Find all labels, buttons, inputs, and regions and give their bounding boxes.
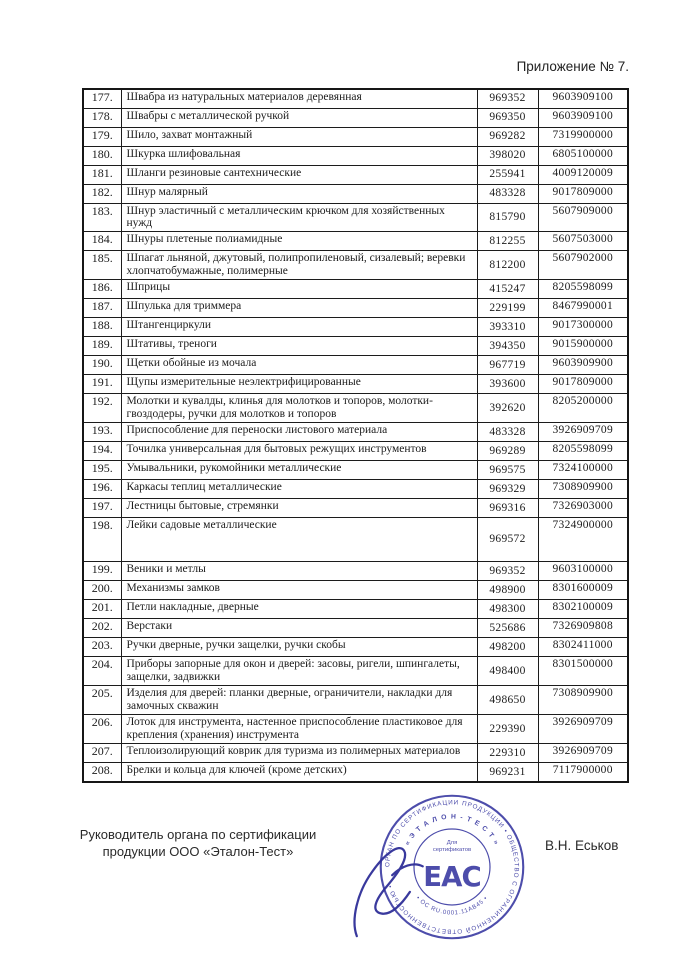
table-row	[83, 562, 628, 581]
table-row	[83, 184, 628, 203]
table-row	[83, 518, 628, 562]
row-number: 194.	[83, 442, 121, 461]
item-code-2: 3926909709	[538, 423, 628, 442]
item-code-1: 969329	[477, 480, 538, 499]
row-number: 208.	[83, 763, 121, 782]
item-code-2: 9603100000	[538, 562, 628, 581]
item-code-2: 8205200000	[538, 394, 628, 423]
row-number: 183.	[83, 203, 121, 232]
table-row	[83, 337, 628, 356]
item-code-2: 9017300000	[538, 318, 628, 337]
row-number: 198.	[83, 518, 121, 562]
item-description: Молотки и кувалды, клинья для молотков и топоров, молотки-гвоздодеры, ручки для молотков и топоров	[121, 394, 477, 423]
row-number: 190.	[83, 356, 121, 375]
table-row	[83, 763, 628, 782]
item-code-2: 5607503000	[538, 232, 628, 251]
row-number: 177.	[83, 89, 121, 108]
item-code-2: 5607909000	[538, 203, 628, 232]
item-code-2: 4009120009	[538, 165, 628, 184]
item-code-1: 498900	[477, 581, 538, 600]
table-row	[83, 165, 628, 184]
signature-stroke	[355, 848, 423, 936]
item-code-1: 969316	[477, 499, 538, 518]
items-table	[82, 88, 629, 783]
item-description: Шило, захват монтажный	[121, 127, 477, 146]
item-code-1: 498200	[477, 638, 538, 657]
item-code-1: 812200	[477, 251, 538, 280]
item-code-2: 8467990001	[538, 299, 628, 318]
row-number: 182.	[83, 184, 121, 203]
item-code-1: 229199	[477, 299, 538, 318]
row-number: 206.	[83, 715, 121, 744]
signatory-role-line2: продукции ООО «Эталон-Тест»	[102, 844, 294, 860]
row-number: 189.	[83, 337, 121, 356]
signature-mark	[345, 826, 463, 944]
item-description: Умывальники, рукомойники металлические	[121, 461, 477, 480]
table-row	[83, 480, 628, 499]
row-number: 181.	[83, 165, 121, 184]
row-number: 195.	[83, 461, 121, 480]
item-code-1: 394350	[477, 337, 538, 356]
item-description: Петли накладные, дверные	[121, 600, 477, 619]
item-code-2: 7308909900	[538, 686, 628, 715]
item-code-2: 8302411000	[538, 638, 628, 657]
item-code-1: 415247	[477, 280, 538, 299]
item-description: Верстаки	[121, 619, 477, 638]
row-number: 201.	[83, 600, 121, 619]
item-code-1: 255941	[477, 165, 538, 184]
row-number: 193.	[83, 423, 121, 442]
row-number: 178.	[83, 108, 121, 127]
signatory-role-line1: Руководитель органа по сертификации	[79, 827, 317, 842]
signer-name: В.Н. Еськов	[545, 838, 619, 853]
item-code-2: 6805100000	[538, 146, 628, 165]
item-code-2: 3926909709	[538, 715, 628, 744]
item-code-1: 969350	[477, 108, 538, 127]
row-number: 197.	[83, 499, 121, 518]
row-number: 205.	[83, 686, 121, 715]
row-number: 188.	[83, 318, 121, 337]
table-row	[83, 657, 628, 686]
table-row	[83, 127, 628, 146]
item-code-1: 392620	[477, 394, 538, 423]
item-description: Шкурка шлифовальная	[121, 146, 477, 165]
stamp-center-line2: сертификатов	[432, 846, 472, 853]
item-code-1: 969231	[477, 763, 538, 782]
stamp-outer-ring-text: ОРГАН ПО СЕРТИФИКАЦИИ ПРОДУКЦИИ • ОБЩЕСТВО С ОГРАНИЧЕННОЙ ОТВЕТСТВЕННОСТЬЮ •	[384, 799, 520, 935]
item-code-1: 969572	[477, 518, 538, 562]
row-number: 187.	[83, 299, 121, 318]
item-description: Приборы запорные для окон и дверей: засовы, ригели, шпингалеты, защелки, задвижки	[121, 657, 477, 686]
item-code-1: 483328	[477, 184, 538, 203]
items-table-body	[83, 89, 628, 782]
item-code-2: 7117900000	[538, 763, 628, 782]
table-row	[83, 442, 628, 461]
table-row	[83, 600, 628, 619]
item-code-1: 969282	[477, 127, 538, 146]
item-code-2: 9603909100	[538, 89, 628, 108]
item-description: Лоток для инструмента, настенное приспособление пластиковое для крепления (хранения) инструмента	[121, 715, 477, 744]
row-number: 199.	[83, 562, 121, 581]
item-description: Лестницы бытовые, стремянки	[121, 499, 477, 518]
row-number: 192.	[83, 394, 121, 423]
item-code-1: 498650	[477, 686, 538, 715]
row-number: 207.	[83, 744, 121, 763]
table-row	[83, 108, 628, 127]
item-description: Шланги резиновые сантехнические	[121, 165, 477, 184]
item-code-1: 812255	[477, 232, 538, 251]
item-code-2: 9017809000	[538, 184, 628, 203]
item-code-1: 525686	[477, 619, 538, 638]
item-description: Щетки обойные из мочала	[121, 356, 477, 375]
table-row	[83, 251, 628, 280]
item-description: Точилка универсальная для бытовых режущих инструментов	[121, 442, 477, 461]
item-code-1: 969352	[477, 562, 538, 581]
item-code-2: 9017809000	[538, 375, 628, 394]
item-description: Шнур малярный	[121, 184, 477, 203]
item-description: Швабры с металлической ручкой	[121, 108, 477, 127]
item-code-2: 7324900000	[538, 518, 628, 562]
item-description: Ручки дверные, ручки защелки, ручки скобы	[121, 638, 477, 657]
item-description: Шнуры плетеные полиамидные	[121, 232, 477, 251]
item-description: Теплоизолирующий коврик для туризма из полимерных материалов	[121, 744, 477, 763]
item-code-2: 8301600009	[538, 581, 628, 600]
appendix-title: Приложение № 7.	[516, 59, 629, 74]
item-code-1: 393600	[477, 375, 538, 394]
item-code-1: 967719	[477, 356, 538, 375]
table-row	[83, 280, 628, 299]
item-code-1: 498400	[477, 657, 538, 686]
table-row	[83, 394, 628, 423]
row-number: 204.	[83, 657, 121, 686]
table-row	[83, 232, 628, 251]
table-row	[83, 356, 628, 375]
item-description: Шнур эластичный с металлическим крючком для хозяйственных нужд	[121, 203, 477, 232]
signatory-role	[76, 826, 320, 860]
eac-logo: ЕАС	[423, 861, 481, 893]
item-code-2: 9603909100	[538, 108, 628, 127]
row-number: 180.	[83, 146, 121, 165]
item-description: Каркасы теплиц металлические	[121, 480, 477, 499]
item-code-1: 398020	[477, 146, 538, 165]
item-code-1: 229310	[477, 744, 538, 763]
table-row	[83, 686, 628, 715]
item-code-1: 969289	[477, 442, 538, 461]
item-description: Брелки и кольца для ключей (кроме детских)	[121, 763, 477, 782]
item-code-2: 7308909900	[538, 480, 628, 499]
item-description: Штангенциркули	[121, 318, 477, 337]
item-description: Швабра из натуральных материалов деревянная	[121, 89, 477, 108]
table-row	[83, 461, 628, 480]
table-row	[83, 715, 628, 744]
item-code-1: 815790	[477, 203, 538, 232]
table-row	[83, 146, 628, 165]
row-number: 196.	[83, 480, 121, 499]
table-row	[83, 299, 628, 318]
row-number: 200.	[83, 581, 121, 600]
row-number: 184.	[83, 232, 121, 251]
row-number: 185.	[83, 251, 121, 280]
item-code-2: 9015900000	[538, 337, 628, 356]
item-code-2: 8302100009	[538, 600, 628, 619]
item-description: Лейки садовые металлические	[121, 518, 477, 562]
table-row	[83, 499, 628, 518]
table-row	[83, 318, 628, 337]
item-code-2: 9603909900	[538, 356, 628, 375]
row-number: 186.	[83, 280, 121, 299]
item-code-1: 229390	[477, 715, 538, 744]
table-row	[83, 744, 628, 763]
item-code-1: 498300	[477, 600, 538, 619]
item-code-2: 8301500000	[538, 657, 628, 686]
item-code-2: 8205598099	[538, 280, 628, 299]
item-description: Приспособление для переноски листового материала	[121, 423, 477, 442]
item-description: Шпагат льняной, джутовый, полипропиленовый, сизалевый; веревки хлопчатобумажные, полимерные	[121, 251, 477, 280]
item-description: Шприцы	[121, 280, 477, 299]
row-number: 203.	[83, 638, 121, 657]
table-row	[83, 638, 628, 657]
row-number: 179.	[83, 127, 121, 146]
item-code-2: 5607902000	[538, 251, 628, 280]
table-row	[83, 581, 628, 600]
item-description: Штативы, треноги	[121, 337, 477, 356]
stamp-inner-bottom-text: • ОС RU.0001.11АВ45 •	[414, 894, 490, 917]
item-code-1: 969352	[477, 89, 538, 108]
row-number: 202.	[83, 619, 121, 638]
item-description: Веники и метлы	[121, 562, 477, 581]
item-code-1: 969575	[477, 461, 538, 480]
table-row	[83, 423, 628, 442]
item-description: Изделия для дверей: планки дверные, ограничители, накладки для замочных скважин	[121, 686, 477, 715]
item-description: Механизмы замков	[121, 581, 477, 600]
table-row	[83, 203, 628, 232]
item-description: Щупы измерительные неэлектрифицированные	[121, 375, 477, 394]
item-code-2: 3926909709	[538, 744, 628, 763]
item-code-2: 7326909808	[538, 619, 628, 638]
item-code-2: 7326903000	[538, 499, 628, 518]
item-description: Шпулька для триммера	[121, 299, 477, 318]
item-code-2: 8205598099	[538, 442, 628, 461]
table-row	[83, 619, 628, 638]
row-number: 191.	[83, 375, 121, 394]
table-row	[83, 375, 628, 394]
item-code-2: 7319900000	[538, 127, 628, 146]
item-code-1: 483328	[477, 423, 538, 442]
item-code-1: 393310	[477, 318, 538, 337]
table-row	[83, 89, 628, 108]
item-code-2: 7324100000	[538, 461, 628, 480]
stamp-inner-top-text: « Э Т А Л О Н - Т Е С Т »	[403, 813, 501, 847]
stamp-center-line1: Для	[446, 840, 458, 847]
